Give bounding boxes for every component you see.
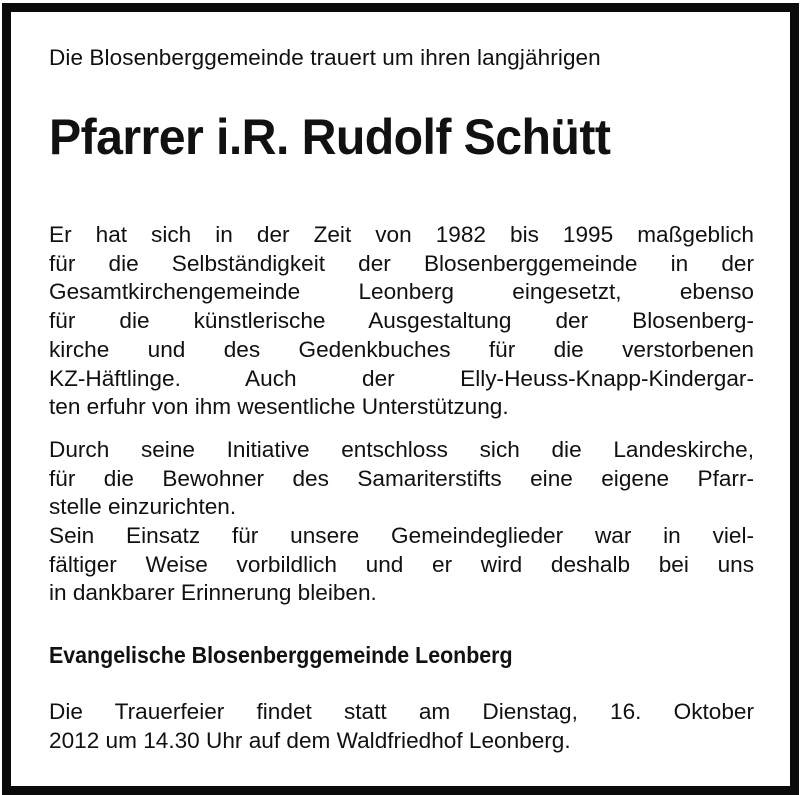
text-line: kirche und des Gedenkbuches für die verstorbenen (49, 336, 754, 362)
text-line: in dankbarer Erinnerung bleiben. (49, 580, 377, 606)
text-line: für die künstlerische Ausgestaltung der Blosenberg- (49, 308, 754, 334)
paragraph-career (49, 221, 754, 422)
text-line: Gesamtkirchengemeinde Leonberg eingesetzt, ebenso (49, 279, 754, 305)
text-line: 2012 um 14.30 Uhr auf dem Waldfriedhof Leonberg. (49, 727, 571, 753)
text-line: Sein Einsatz für unsere Gemeindeglieder war in viel- (49, 523, 754, 548)
text-line: für die Bewohner des Samariterstifts eine eigene Pfarr- (49, 465, 754, 491)
paragraph-remembrance (49, 522, 754, 608)
text-line: stelle einzurichten. (49, 494, 237, 520)
intro-line: Die Blosenberggemeinde trauert um ihren langjährigen (49, 45, 601, 70)
text-line: fältiger Weise vorbildlich und er wird deshalb bei uns (49, 551, 754, 577)
text-line: ten erfuhr von ihm wesentliche Unterstützung. (49, 394, 509, 420)
text-line: KZ-Häftlinge. Auch der Elly-Heuss-Knapp-Kindergar- (49, 365, 754, 391)
paragraph-initiative (49, 436, 754, 522)
text-line: Die Trauerfeier findet statt am Dienstag, 16. Oktober (49, 699, 754, 724)
text-line: Durch seine Initiative entschloss sich die Landeskirche, (49, 437, 754, 462)
deceased-name-title: Pfarrer i.R. Rudolf Schütt (49, 109, 611, 165)
text-line: Er hat sich in der Zeit von 1982 bis 1995 maßgeblich (49, 222, 754, 247)
obituary-frame (2, 3, 799, 795)
text-line: für die Selbständigkeit der Blosenberggemeinde in der (49, 250, 754, 276)
signature-congregation: Evangelische Blosenberggemeinde Leonberg (49, 642, 513, 668)
funeral-service-info (49, 698, 754, 755)
